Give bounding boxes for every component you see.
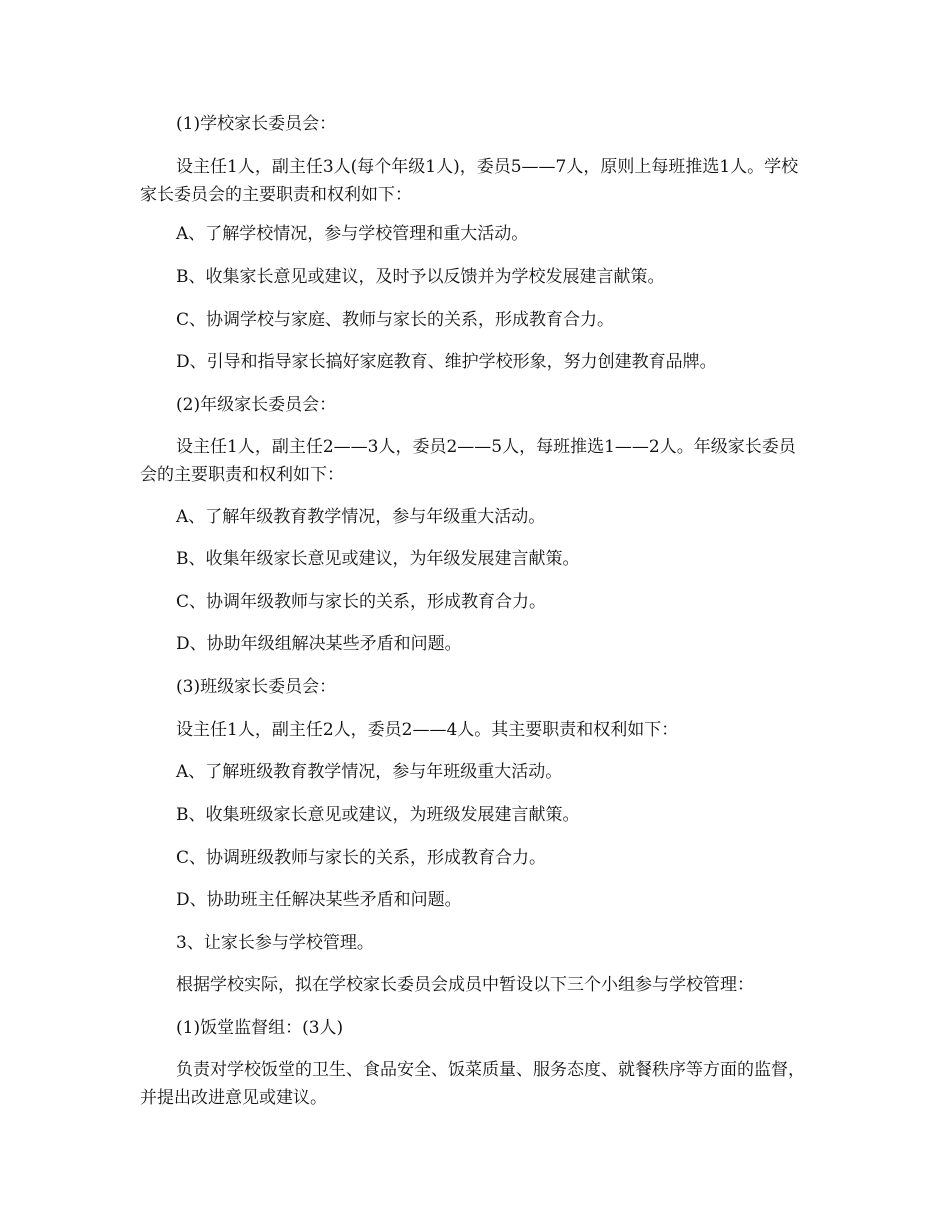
- paragraph: D、协助年级组解决某些矛盾和问题。: [176, 634, 462, 654]
- paragraph: A、了解年级教育教学情况，参与年级重大活动。: [176, 507, 546, 527]
- paragraph: B、收集家长意见或建议，及时予以反馈并为学校发展建言献策。: [176, 267, 665, 287]
- paragraph: 设主任1人，副主任2人，委员2——4人。其主要职责和权利如下：: [176, 720, 679, 740]
- paragraph: (1)学校家长委员会：: [176, 114, 337, 134]
- paragraph: B、收集年级家长意见或建议，为年级发展建言献策。: [176, 549, 580, 569]
- paragraph: (1)饭堂监督组：(3人): [176, 1018, 344, 1038]
- paragraph: C、协调班级教师与家长的关系，形成教育合力。: [176, 848, 547, 868]
- paragraph: 设主任1人，副主任3人(每个年级1人)，委员5——7人，原则上每班推选1人。学校家长委员会的主要职责和权利如下：: [140, 157, 799, 205]
- paragraph: (2)年级家长委员会：: [176, 395, 337, 415]
- paragraph: C、协调年级教师与家长的关系，形成教育合力。: [176, 592, 547, 612]
- paragraph: C、协调学校与家庭、教师与家长的关系，形成教育合力。: [176, 310, 615, 330]
- paragraph: 3、让家长参与学校管理。: [176, 933, 374, 953]
- paragraph: (3)班级家长委员会：: [176, 677, 337, 697]
- paragraph: A、了解学校情况，参与学校管理和重大活动。: [176, 224, 529, 244]
- paragraph: D、协助班主任解决某些矛盾和问题。: [176, 890, 462, 910]
- paragraph: 根据学校实际，拟在学校家长委员会成员中暂设以下三个小组参与学校管理：: [176, 975, 754, 995]
- paragraph: B、收集班级家长意见或建议，为班级发展建言献策。: [176, 805, 580, 825]
- paragraph: 负责对学校饭堂的卫生、食品安全、饭菜质量、服务态度、就餐秩序等方面的监督，并提出改进意见或建议。: [140, 1060, 805, 1108]
- paragraph: D、引导和指导家长搞好家庭教育、维护学校形象，努力创建教育品牌。: [176, 352, 717, 372]
- paragraph: A、了解班级教育教学情况，参与年班级重大活动。: [176, 762, 563, 782]
- paragraph: 设主任1人，副主任2——3人，委员2——5人，每班推选1——2人。年级家长委员会的主要职责和权利如下：: [140, 437, 796, 485]
